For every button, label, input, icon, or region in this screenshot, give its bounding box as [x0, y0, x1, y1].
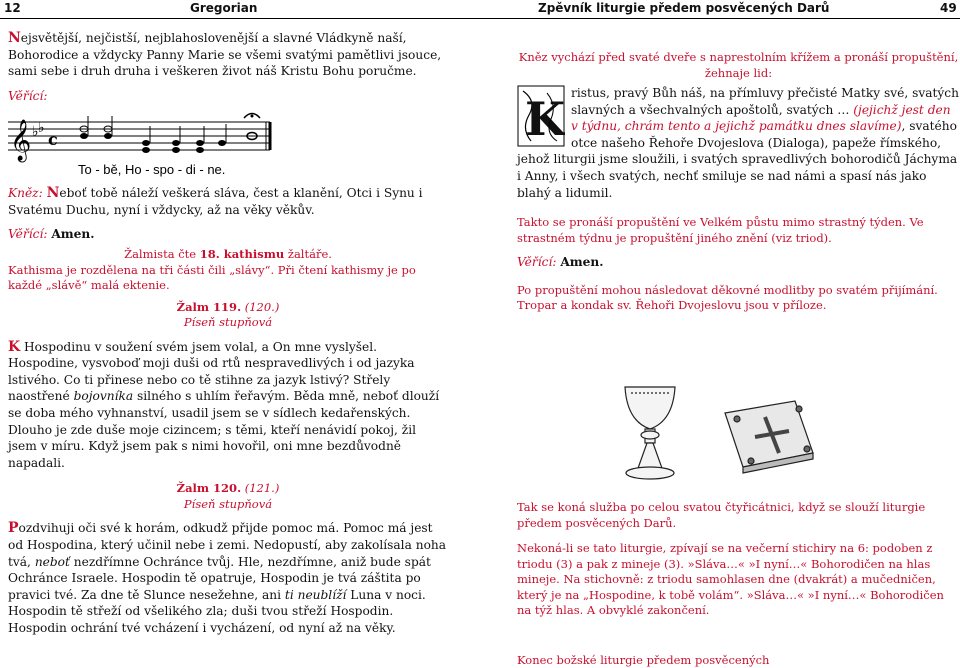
kathisma-note: Kathisma je rozdělena na tři části čili „slávy“. Při čtení kathismy je po každé „slávě“ malá ektenie. — [8, 263, 448, 294]
prayers-note: Po propuštění mohou následovat děkovné modlitby po svatém přijímání. Tropar a kondak sv. Řehoři Dvojeslovu jsou v příloze. — [517, 283, 960, 314]
music-staff — [8, 110, 278, 180]
left-column — [8, 30, 448, 637]
section-title: Gregorian — [190, 1, 257, 15]
psalm-120-subtitle: Píseň stupňová — [8, 497, 448, 513]
ornamental-initial-k-icon — [517, 85, 565, 147]
gospel-book-icon — [725, 401, 813, 473]
right-column-lower — [517, 500, 960, 668]
priest-paragraph — [8, 185, 448, 218]
psalm-119-title: Žalm 119. (120.) — [8, 300, 448, 316]
faithful-label: Věřící: — [8, 88, 448, 105]
page-number-left: 12 — [4, 1, 21, 15]
intro-initial: N — [8, 30, 21, 46]
book-title: Zpěvník liturgie předem posvěcených Darů — [538, 1, 829, 15]
flat-icon: ♭ — [32, 124, 39, 140]
page-number-right: 49 — [940, 1, 957, 15]
right-column — [517, 50, 960, 314]
priest-text: eboť tobě náleží veškerá sláva, čest a klanění, Otci i Synu i Svatému Duchu, nyní i vždycky, až na věky věkův. — [8, 186, 423, 217]
chalice-and-gospel-illustration — [585, 383, 825, 483]
chalice-icon — [625, 387, 675, 479]
vespers-note: Nekoná-li se tato liturgie, zpívají se na večerní stichiry na 6: podoben z triodu (3) a pak z mineje (3). »Sláva…« »I nyní…« Bohorodičen na hlas mineje. Na stichovně: z triodu samohlasen dne (dvakrát) a mučedničen, který je na „Hospodine, k tobě volám“. »Sláva…« »I nyní…« Bohorodičen na týž hlas. A obvyklé zakončení. — [517, 541, 960, 619]
priest-label: Kněz: — [8, 186, 43, 200]
faithful-amen-right: Věřící: Amen. — [517, 254, 960, 271]
dismissal-text: ristus, pravý Bůh náš, na přímluvy přečisté Matky své, svatých slavných a všechvalných apoštolů, svatých … (jejichž jest den v týdnu, chrám tento a jejichž památku dnes slavíme), svatého otce našeho Řehoře Dvojeslova (Dialoga), papeže římského, jehož liturgii jsme sloužili, i svatých spravedlivých bohorodičů Jáchyma i Anny, i všech svatých, nechť smiluje se nad námi a spasí nás jako blahý a lidumil. — [517, 85, 960, 201]
psalm-120-title: Žalm 120. (121.) — [8, 481, 448, 497]
dismissal-rubric: Kněz vychází před svaté dveře s naprestolním křížem a pronáší propuštění, žehnaje lid: — [517, 50, 960, 81]
treble-clef-icon: 𝄞 — [10, 119, 31, 162]
lent-note: Takto se pronáší propuštění ve Velkém půstu mimo strastný týden. Ve strastném týdnu je propuštění jiného znění (viz triod). — [517, 215, 960, 246]
psalm-119-subtitle: Píseň stupňová — [8, 315, 448, 331]
music-lyrics: To - bě, Ho - spo - di - ne. — [78, 162, 225, 177]
end-note: Konec božské liturgie předem posvěcených — [517, 653, 960, 668]
dismissal-block — [517, 85, 960, 201]
priest-initial: N — [47, 185, 60, 201]
psalm-119-text: K Hospodinu v soužení svém jsem volal, a On mne vyslyšel. Hospodine, vysvoboď moji duši od rtů nespravedlivých i od jazyka lstivého. Co ti přinese nebo co tě stihne za jazyk lstivý? Střely naostřené bojovníka silného s uhlím řeřavým. Běda mně, neboť dlouží se doba mého vyhnanství, usadil jsem se v sídlech kedařenských. Dlouho je zde duše moje cizincem; s těmi, kteří nenávidí pokoj, žil jsem v míru. Když jsem pak s nimi hovořil, oni mne bezdůvodně napadali. — [8, 339, 448, 472]
flat-icon: ♭ — [38, 120, 45, 136]
running-header — [0, 0, 960, 16]
psalmist-rubric: Žalmista čte 18. kathismu žaltáře. — [8, 247, 448, 263]
psalm-120-text: Pozdvihuji oči své k horám, odkudž přijde pomoc má. Pomoc má jest od Hospodina, který učinil nebe i zemi. Nedopustí, aby zakolísala noha tvá, neboť nezdřímne Ochránce tvůj. Hle, nezdřímne, aniž bude spát Ochránce Israele. Hospodin tě opatruje, Hospodin je tvá záštita po pravici tvé. Za dne tě Slunce nesežehne, ani ti neublíží Luna v noci. Hospodin tě střeží od všelikého zla; duši tvou střeží Hospodin. Hospodin ochrání tvé vcházení i vycházení, od nyní až na věky. — [8, 520, 448, 636]
faithful-amen: Věřící: Amen. — [8, 226, 448, 243]
intro-text: ejsvětější, nejčistší, nejblahoslovenější a slavné Vládkyně naší, Bohorodice a vždycky Panny Marie se všemi svatými pamětlivi jsouce, sami sebe i druh druha i veškeren život náš Kristu Bohu poručme. — [8, 31, 441, 78]
intro-paragraph — [8, 30, 448, 80]
svg-text:K: K — [525, 92, 565, 146]
service-note: Tak se koná služba po celou svatou čtyřicátnici, když se slouží liturgie předem posvěcených Darů. — [517, 500, 960, 531]
header-rule — [0, 18, 960, 19]
common-time-icon: c — [48, 130, 58, 149]
